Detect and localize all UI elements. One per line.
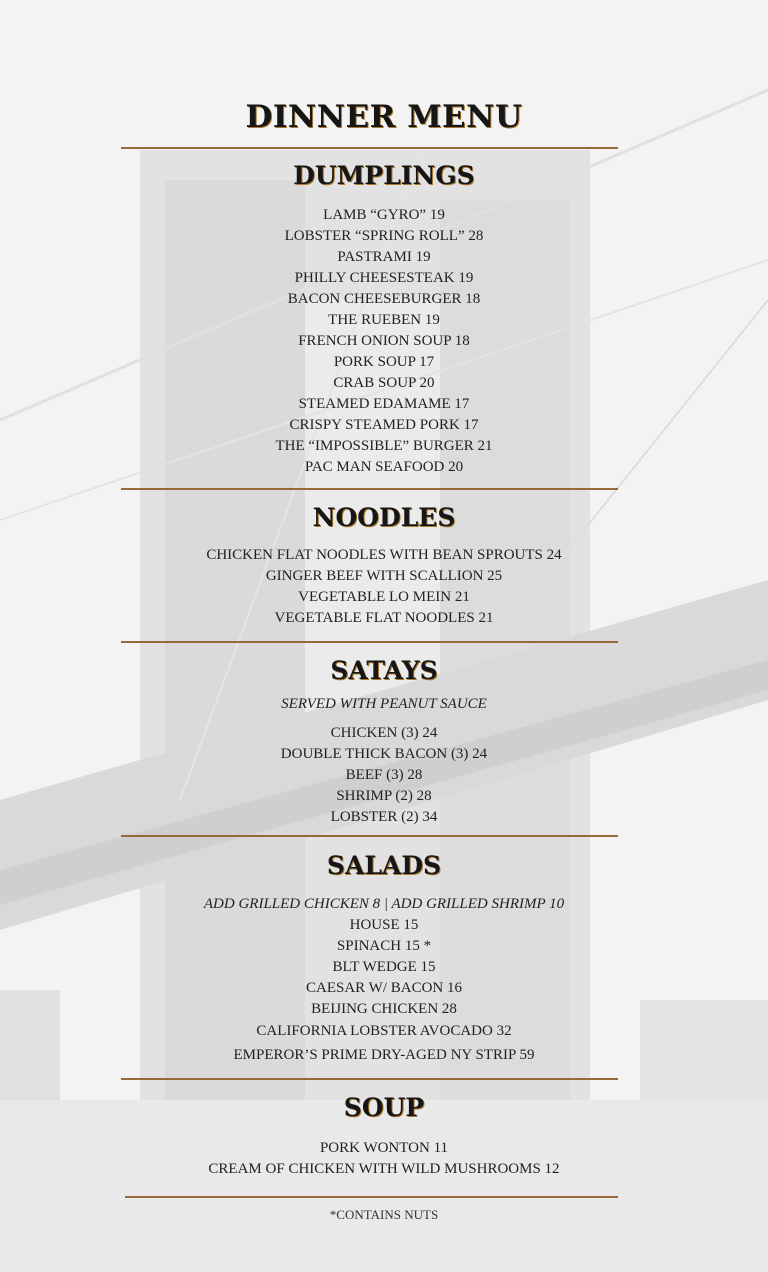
section-heading-satays: SATAYS — [330, 656, 438, 685]
menu-item: LOBSTER (2) 34 — [330, 809, 438, 825]
section-note-satays: SERVED WITH PEANUT SAUCE — [281, 696, 487, 712]
menu-item: HOUSE 15 — [349, 917, 419, 933]
menu-item: CHICKEN (3) 24 — [330, 725, 438, 741]
menu-item: CRAB SOUP 20 — [333, 375, 435, 391]
menu-item: PASTRAMI 19 — [337, 249, 431, 265]
menu-item: LOBSTER “SPRING ROLL” 28 — [284, 228, 484, 244]
menu-item: THE RUEBEN 19 — [328, 312, 440, 328]
menu-item: SPINACH 15 * — [336, 938, 432, 954]
menu-item: PORK WONTON 11 — [319, 1140, 449, 1156]
menu-item: GINGER BEEF WITH SCALLION 25 — [265, 568, 503, 584]
menu-item: STEAMED EDAMAME 17 — [298, 396, 470, 412]
menu-item: FRENCH ONION SOUP 18 — [298, 333, 470, 349]
menu-item: THE “IMPOSSIBLE” BURGER 21 — [275, 438, 493, 454]
section-heading-noodles: NOODLES — [312, 503, 456, 532]
menu-item: DOUBLE THICK BACON (3) 24 — [280, 746, 488, 762]
salads-list — [0, 915, 768, 1068]
footnote: *CONTAINS NUTS — [329, 1207, 439, 1222]
menu-item: CREAM OF CHICKEN WITH WILD MUSHROOMS 12 — [208, 1161, 560, 1177]
section-heading-dumplings: DUMPLINGS — [293, 161, 475, 190]
menu-item: VEGETABLE FLAT NOODLES 21 — [274, 610, 494, 626]
menu-item: BEEF (3) 28 — [345, 767, 423, 783]
divider-top — [121, 147, 618, 149]
soup-list — [0, 1138, 768, 1180]
menu-item: BACON CHEESEBURGER 18 — [287, 291, 481, 307]
divider — [121, 1078, 618, 1080]
menu-item: CAESAR W/ BACON 16 — [306, 980, 462, 996]
menu-item: EMPEROR’S PRIME DRY-AGED NY STRIP 59 — [233, 1047, 535, 1063]
divider — [121, 641, 618, 643]
menu-item: CRISPY STEAMED PORK 17 — [289, 417, 479, 433]
divider — [121, 835, 618, 837]
dumplings-list — [0, 205, 768, 478]
menu-item: BLT WEDGE 15 — [332, 959, 436, 975]
menu-item: PHILLY CHEESESTEAK 19 — [294, 270, 474, 286]
menu-item: SHRIMP (2) 28 — [336, 788, 432, 804]
menu-item: CHICKEN FLAT NOODLES WITH BEAN SPROUTS 24 — [206, 547, 562, 563]
menu-item: PORK SOUP 17 — [333, 354, 435, 370]
section-heading-soup: SOUP — [343, 1093, 425, 1122]
satays-list — [0, 723, 768, 828]
menu-item: LAMB “GYRO” 19 — [323, 207, 445, 223]
menu-item: VEGETABLE LO MEIN 21 — [298, 589, 470, 605]
menu-item: CALIFORNIA LOBSTER AVOCADO 32 — [256, 1023, 512, 1039]
noodles-list — [0, 545, 768, 629]
section-note-salads: ADD GRILLED CHICKEN 8 | ADD GRILLED SHRIMP 10 — [203, 896, 565, 912]
section-heading-salads: SALADS — [326, 851, 442, 880]
menu-item: PAC MAN SEAFOOD 20 — [304, 459, 464, 475]
divider — [121, 488, 618, 490]
menu-item: BEIJING CHICKEN 28 — [311, 1001, 457, 1017]
menu-title: DINNER MENU — [245, 99, 523, 135]
divider-bottom — [125, 1196, 618, 1198]
